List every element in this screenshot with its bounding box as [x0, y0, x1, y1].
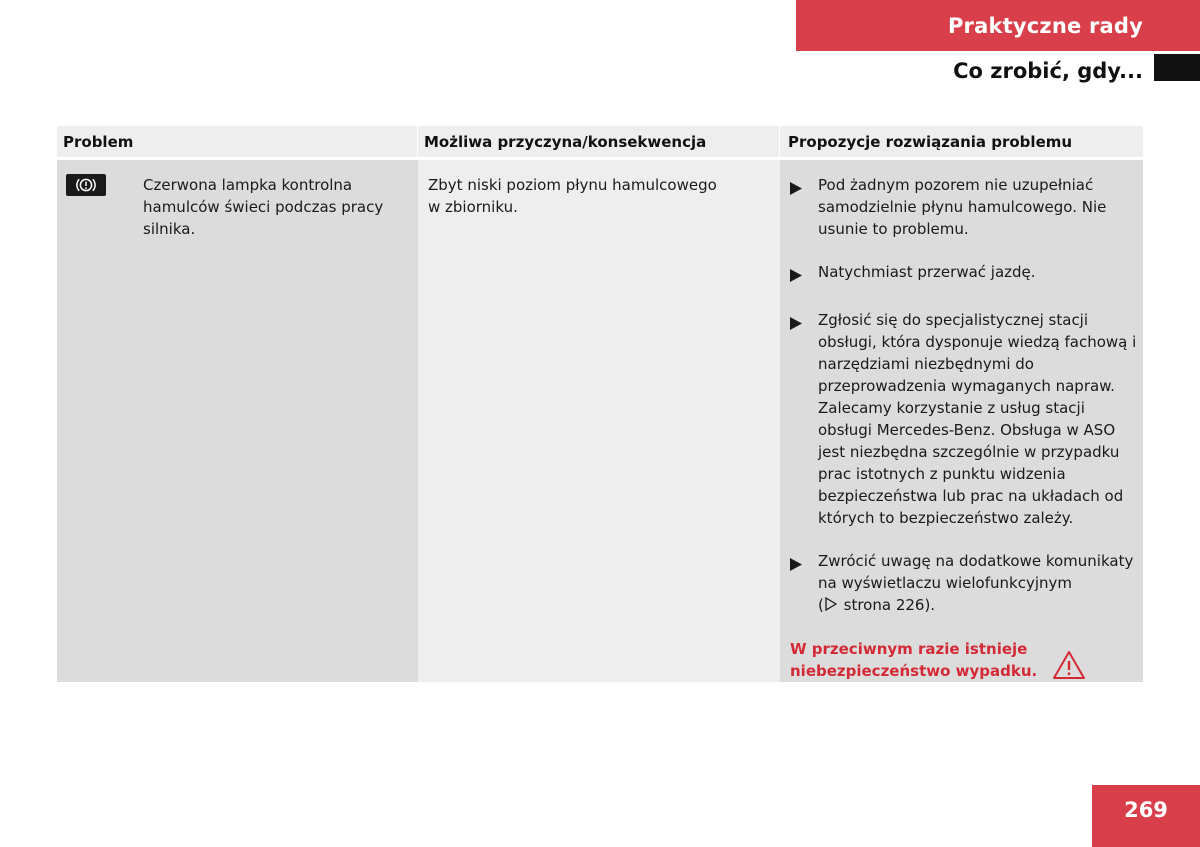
solution-text: Natychmiast przerwać jazdę.: [818, 263, 1036, 281]
table-row: [57, 160, 1143, 682]
page-number-tab: [1092, 785, 1200, 847]
cause-description: Zbyt niski poziom płynu hamulcowego w zbiorniku.: [428, 176, 717, 216]
solution-item: [790, 261, 1143, 288]
warning-triangle-icon: [1052, 650, 1086, 686]
solution-cell: [780, 160, 1143, 682]
bullet-arrow-icon: [790, 174, 818, 240]
column-header-solution: Propozycje rozwiązania problemu: [788, 132, 1073, 151]
solution-text: Zgłosić się do specjalistycznej stacji obsługi, która dysponuje wiedzą fachową i narzędziami niezbędnymi do przeprowadzenia wymaganych napraw. Zalecamy korzystanie z usług stacji obsługi Mercedes-Benz. Obsługa w ASO jest niezbędna szczególnie w przypadku prac istotnych z punktu widzenia bezpieczeństwa lub prac na układach od których to bezpieczeństwo zależy.: [818, 311, 1137, 527]
solution-text: Pod żadnym pozorem nie uzupełniać samodzielnie płynu hamulcowego. Nie usunie to problemu.: [818, 176, 1107, 238]
troubleshooting-table: [57, 126, 1143, 682]
bullet-arrow-icon: [790, 261, 818, 288]
warning-text: W przeciwnym razie istnieje niebezpieczeństwo wypadku.: [790, 640, 1038, 680]
solution-text: Zwrócić uwagę na dodatkowe komunikaty na wyświetlaczu wielofunkcyjnym: [818, 552, 1134, 592]
column-header-problem: Problem: [57, 126, 418, 157]
table-header: [57, 126, 1143, 157]
solution-item: [790, 550, 1143, 617]
solution-item: [790, 174, 1143, 240]
problem-cell: [57, 160, 418, 682]
bullet-arrow-icon: [790, 309, 818, 529]
section-marker: [1154, 54, 1200, 81]
page-number: 269: [1124, 798, 1168, 822]
warning-notice: [790, 638, 1143, 686]
page-ref-open: (: [818, 596, 824, 614]
page-reference[interactable]: strona 226).: [843, 596, 936, 614]
bullet-arrow-icon: [790, 550, 818, 617]
problem-description: Czerwona lampka kontrolna hamulców świeci podczas pracy silnika.: [143, 176, 384, 238]
section-tab: [796, 0, 1200, 51]
solution-item: [790, 309, 1143, 529]
page-reference-arrow-icon: [825, 595, 837, 617]
brake-warning-lamp-icon: [66, 174, 106, 196]
subsection-title: Co zrobić, gdy...: [953, 59, 1143, 83]
solution-text-with-ref: [818, 550, 1143, 617]
section-title: Praktyczne rady: [947, 13, 1143, 38]
column-header-cause: Możliwa przyczyna/konsekwencja: [418, 126, 780, 157]
cause-cell: [418, 160, 780, 682]
